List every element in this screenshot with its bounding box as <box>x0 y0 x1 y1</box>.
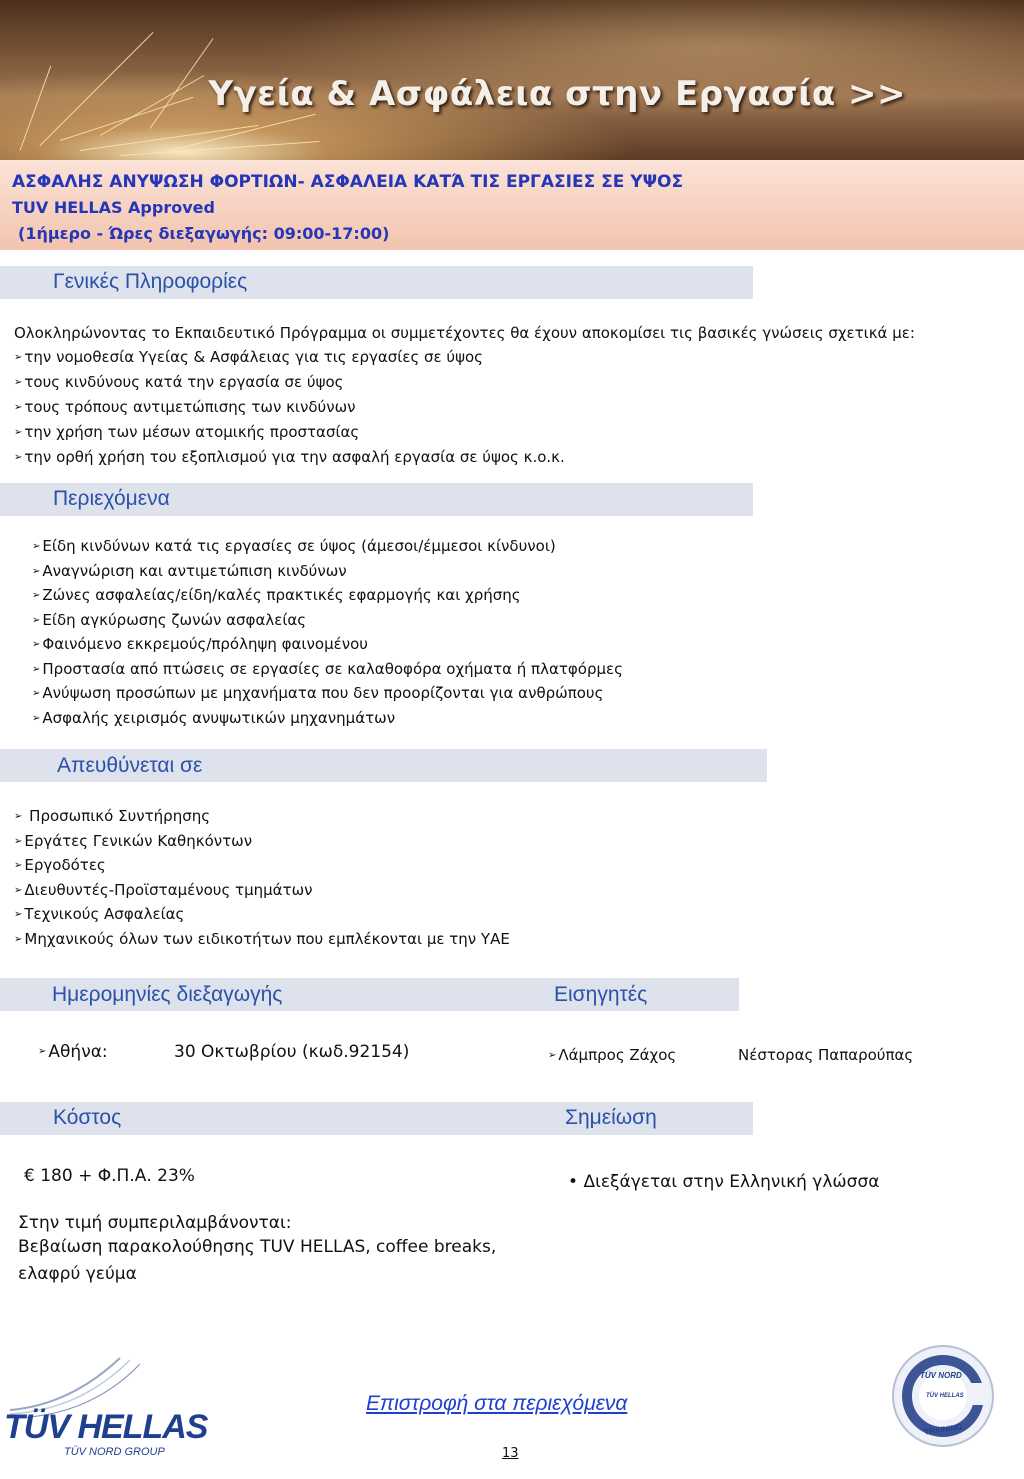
list-item: ➢ Διευθυντές-Προϊσταμένους τμημάτων <box>14 881 313 899</box>
arrow-bullet-icon: ➢ <box>14 835 23 847</box>
badge-mid-text: TÜV HELLAS <box>926 1393 964 1399</box>
arrow-bullet-icon: ➢ <box>14 884 23 896</box>
trainer-name: ➢ Λάμπρος Ζάχος <box>548 1046 677 1064</box>
list-item: ➢ Φαινόμενο εκκρεμούς/πρόληψη φαινομένου <box>32 635 368 653</box>
date-value: 30 Οκτωβρίου (κωδ.92154) <box>174 1042 410 1062</box>
course-title: ΑΣΦΑΛΗΣ ΑΝΥΨΩΣΗ ΦΟΡΤΙΩΝ- ΑΣΦΑΛΕΙΑ ΚΑΤΆ ΤΙΣ ΕΡΓΑΣΙΕΣ ΣΕ ΥΨΟΣ <box>12 172 684 192</box>
list-item: ➢ Προσωπικό Συντήρησης <box>14 807 211 825</box>
logo-main-text: TÜV HELLAS <box>4 1408 208 1446</box>
list-item: ➢ Ανύψωση προσώπων με μηχανήματα που δεν προορίζονται για ανθρώπους <box>32 684 604 702</box>
list-item: ➢ τους κινδύνους κατά την εργασία σε ύψος <box>14 373 344 391</box>
banner-title: Υγεία & Ασφάλεια στην Εργασία >> <box>208 74 906 114</box>
section-heading-contents: Περιεχόμενα <box>53 487 170 510</box>
arrow-bullet-icon: ➢ <box>32 589 41 601</box>
list-item: ➢ Εργάτες Γενικών Καθηκόντων <box>14 832 253 850</box>
section-heading-note: Σημείωση <box>565 1106 657 1129</box>
list-item: ➢ την χρήση των μέσων ατομικής προστασίας <box>14 423 360 441</box>
price-includes-line: Βεβαίωση παρακολούθησης TUV HELLAS, coffee breaks, <box>18 1237 497 1257</box>
arrow-bullet-icon: ➢ <box>32 638 41 650</box>
header-banner <box>0 0 1024 160</box>
course-duration: (1ήμερο - Ώρες διεξαγωγής: 09:00-17:00) <box>18 224 390 243</box>
list-item: ➢ Ασφαλής χειρισμός ανυψωτικών μηχανημάτων <box>32 709 396 727</box>
list-item: ➢ Εργοδότες <box>14 856 106 874</box>
arrow-bullet-icon: ➢ <box>14 933 23 945</box>
price-includes-label: Στην τιμή συμπεριλαμβάνονται: <box>18 1213 292 1233</box>
list-item: ➢ Είδη αγκύρωσης ζωνών ασφαλείας <box>32 611 307 629</box>
page-number: 13 <box>502 1446 519 1461</box>
arrow-bullet-icon: ➢ <box>14 351 23 363</box>
training-badge <box>890 1343 996 1449</box>
note-text: • Διεξάγεται στην Ελληνική γλώσσα <box>568 1172 880 1192</box>
bullet-icon: • <box>568 1172 579 1192</box>
arrow-bullet-icon: ➢ <box>14 908 23 920</box>
list-item: ➢ Μηχανικούς όλων των ειδικοτήτων που εμπλέκονται με την ΥΑΕ <box>14 930 510 948</box>
list-item: ➢ Είδη κινδύνων κατά τις εργασίες σε ύψος (άμεσοι/έμμεσοι κίνδυνοι) <box>32 537 556 555</box>
arrow-bullet-icon: ➢ <box>38 1046 47 1057</box>
section-heading-dates: Ημερομηνίες διεξαγωγής <box>52 983 283 1006</box>
arrow-bullet-icon: ➢ <box>32 565 41 577</box>
list-item: ➢ Αναγνώριση και αντιμετώπιση κινδύνων <box>32 562 347 580</box>
logo-sub-text: TÜV NORD GROUP <box>64 1446 165 1458</box>
course-approval: TUV HELLAS Approved <box>12 198 215 217</box>
tuv-hellas-logo <box>0 1350 208 1462</box>
arrow-bullet-icon: ➢ <box>14 401 23 413</box>
section-heading-cost: Κόστος <box>53 1106 122 1129</box>
list-item: ➢ Προστασία από πτώσεις σε εργασίες σε καλαθοφόρα οχήματα ή πλατφόρμες <box>32 660 623 678</box>
general-intro: Ολοκληρώνοντας το Εκπαιδευτικό Πρόγραμμα οι συμμετέχοντες θα έχουν αποκομίσει τις βασικές γνώσεις σχετικά με: <box>14 324 915 342</box>
arrow-bullet-icon: ➢ <box>32 687 41 699</box>
section-heading-trainers: Εισηγητές <box>554 983 648 1006</box>
list-item: ➢ Τεχνικούς Ασφαλείας <box>14 905 185 923</box>
list-item: ➢ Ζώνες ασφαλείας/είδη/καλές πρακτικές εφαρμογής και χρήσης <box>32 586 521 604</box>
arrow-bullet-icon: ➢ <box>548 1049 557 1061</box>
back-to-contents-link[interactable]: Επιστροφή στα περιεχόμενα <box>366 1392 628 1415</box>
section-heading-general: Γενικές Πληροφορίες <box>53 270 248 293</box>
trainer-name: Νέστορας Παπαρούπας <box>738 1046 914 1064</box>
list-item: ➢ την ορθή χρήση του εξοπλισμού για την ασφαλή εργασία σε ύψος κ.ο.κ. <box>14 448 565 466</box>
arrow-bullet-icon: ➢ <box>14 426 23 438</box>
arrow-bullet-icon: ➢ <box>32 663 41 675</box>
date-city: ➢ Αθήνα: <box>38 1042 108 1062</box>
list-item: ➢ τους τρόπους αντιμετώπισης των κινδύνων <box>14 398 356 416</box>
arrow-bullet-icon: ➢ <box>32 712 41 724</box>
badge-top-text: TÜV NORD <box>920 1371 962 1380</box>
list-item: ➢ την νομοθεσία Υγείας & Ασφάλειας για τις εργασίες σε ύψος <box>14 348 483 366</box>
section-heading-audience: Απευθύνεται σε <box>57 754 203 777</box>
arrow-bullet-icon: ➢ <box>14 451 23 463</box>
arrow-bullet-icon: ➢ <box>14 810 23 822</box>
arrow-bullet-icon: ➢ <box>32 614 41 626</box>
arrow-bullet-icon: ➢ <box>14 859 23 871</box>
arrow-bullet-icon: ➢ <box>14 376 23 388</box>
badge-bottom-text: TRAINING <box>923 1422 964 1437</box>
arrow-bullet-icon: ➢ <box>32 540 41 552</box>
price-includes-line: ελαφρύ γεύμα <box>18 1264 137 1284</box>
price: € 180 + Φ.Π.Α. 23% <box>24 1166 195 1186</box>
